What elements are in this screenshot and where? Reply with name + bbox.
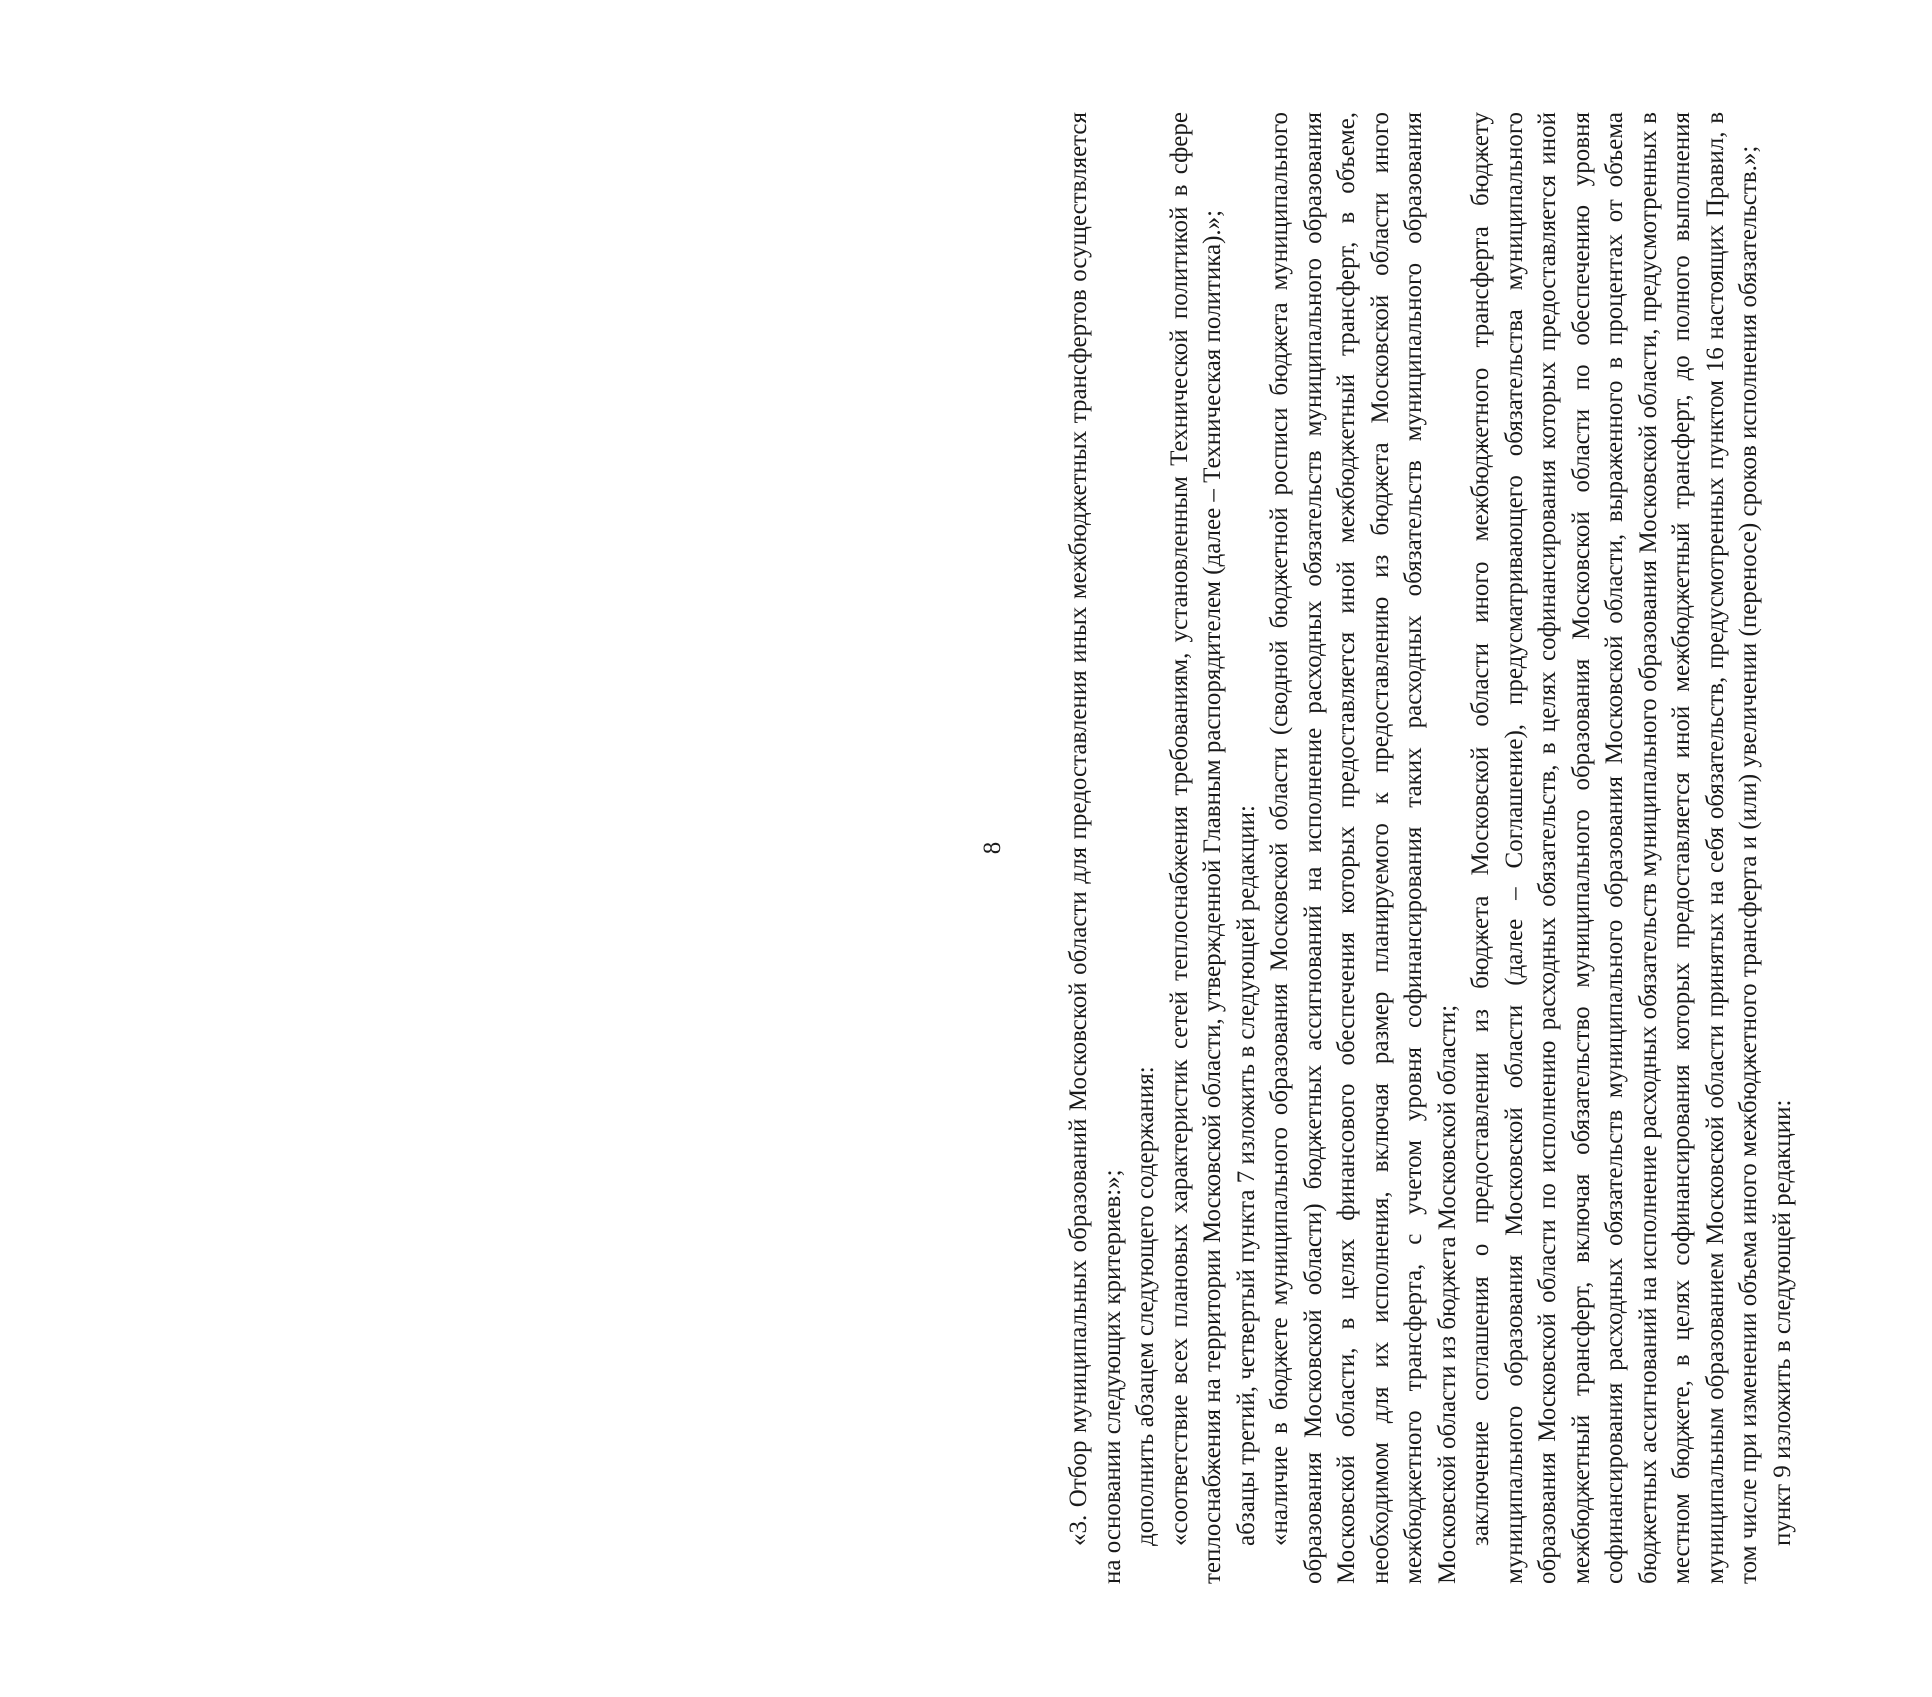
paragraph-clause9-intro: пункт 9 изложить в следующей редакции: [1768,1099,1796,1546]
paragraph-amendment-intro: дополнить абзацем следующего содержания: [1132,1066,1159,1546]
document-page [979,112,1932,1584]
paragraph-budget-availability: «наличие в бюджете муниципального образования Московской области (сводной бюджетной росписи бюджета муниципального образования Московской области) бюджетных ассигнований на исполнение расходных обязательств муниципального образования Московской области, в целях финансового обеспечения которых предоставляется иной межбюджетный трансферт, в объеме, необходимом для их исполнения, включая размер планируемого к предоставлению из бюджета Московской области иного межбюджетного трансферта, с учетом уровня софинансирования таких расходных обязательств муниципального образования Московской области из бюджета Московской области; [1266,112,1461,1584]
paragraph-technical-policy: «соответствие всех плановых характеристик сетей теплоснабжения требованиям, установленным Технической политикой в сфере теплоснабжения на территории Московской области, утвержденной Главным распорядителем (далее – Техническая политика).»; [1165,112,1226,1584]
paragraph-clause7-intro: абзацы третий, четвертый пункта 7 изложить в следующей редакции: [1232,805,1260,1546]
paragraph-agreement: заключение соглашения о предоставлении из бюджета Московской области иного межбюджетного трансферта бюджету муниципального образования Московской области (далее – Соглашение), предусматривающего обязательства муниципального образования Московской области по исполнению расходных обязательств, в целях софинансирования которых предоставляется иной межбюджетный трансферт, включая обязательство муниципального образования Московской области по обеспечению уровня софинансирования расходных обязательств муниципального образования Московской области, выраженного в процентах от объема бюджетных ассигнований на исполнение расходных обязательств муниципального образования Московской области, предусмотренных в местном бюджете, в целях софинансирования которых предоставляется иной межбюджетный трансферт, до полного выполнения муниципальным образованием Московской области принятых на себя обязательств, предусмотренных пунктом 16 настоящих Правил, в том числе при изменении объема иного межбюджетного трансферта и (или) увеличении (переносе) сроков исполнения обязательств.»; [1467,112,1762,1584]
page-number: 8 [979,841,1006,855]
paragraph-criteria: «3. Отбор муниципальных образований Московской области для предоставления иных межбюджетных трансфертов осуществляется на основании следующих критериев:»; [1065,112,1126,1584]
